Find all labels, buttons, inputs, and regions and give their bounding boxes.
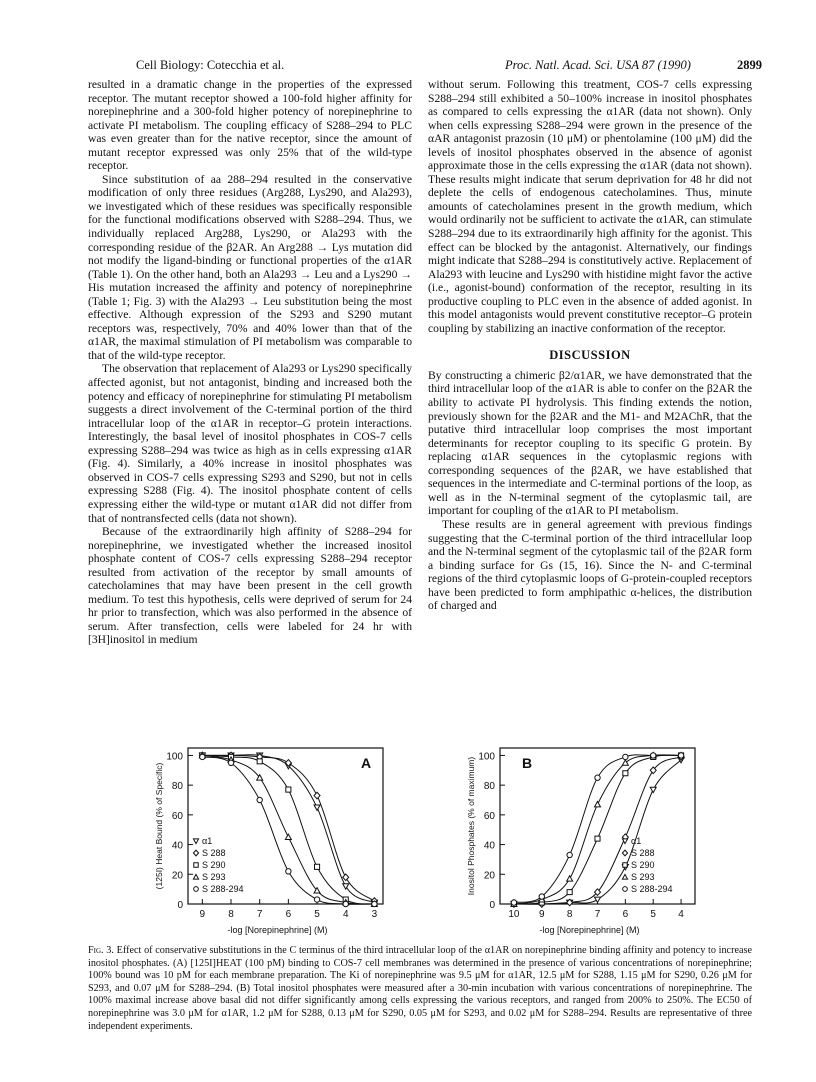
data-point [651,753,656,758]
y-tick-label: 0 [177,900,183,911]
y-tick-label: 20 [171,870,183,882]
y-tick-label: 100 [478,751,495,763]
legend-marker [623,863,627,867]
series-line [202,755,374,901]
left-column [88,78,412,647]
paragraph: Since substitution of aa 288–294 resulted in the conservative modification of only three residues (Arg288, Lys290, and Ala293), we investigated which of these residues was specifically responsible for the functional modifications observed with S288–294. Thus, we individually replaced Arg288, Lys290, or Ala293 with the corresponding residue of the β2AR. An Arg288 → Lys mutation did not modify the ligand-binding or functional properties of the α1AR (Table 1). On the other hand, both an Ala293 → Leu and a Lys290 → His mutation increased the affinity and potency of norepinephrine (Table 1; Fig. 3) with the Ala293 → Leu substitution being the most effective. Although expression of the S293 and S290 mutant receptors was, respectively, 70% and 40% lower than that of the α1AR, the maximal stimulation of PI metabolism was comparable to that of the wild-type receptor. [88,172,412,362]
paragraph: Because of the extraordinarily high affinity of S288–294 for norepinephrine, we investigated whether the increased inositol phosphate content of COS-7 cells expressing S288–294 receptor resulted from activation of the receptor by small amounts of catecholamines that may have been present in the cell growth medium. To test this hypothesis, cells were deprived of serum for 24 hr prior to transfection, which was also performed in the absence of serum. After transfection, cells were labeled for 24 hr with [3H]inositol in medium [88,525,412,647]
data-point [678,753,683,758]
legend-marker [193,874,198,879]
legend-marker [623,887,628,892]
x-tick-label: 8 [566,909,573,920]
data-point [623,754,628,759]
legend-marker [193,850,198,856]
data-point [286,787,291,792]
paragraph: resulted in a dramatic change in the properties of the expressed receptor. The mutant receptor showed a 100-fold higher affinity for norepinephrine and a 300-fold higher potency of norepinephrine to activate PI metabolism. The coupling efficacy of S288–294 to PLC was even greater than for the native receptor, since the amount of mutant receptor expressed was only 25% that of the wild-type receptor. [88,78,412,173]
x-tick-label: 9 [539,909,545,920]
legend-label: α1 [202,836,213,846]
data-point [200,754,205,759]
legend-label: S 290 [202,860,226,870]
paragraph: The observation that replacement of Ala293 or Lys290 specifically affected agonist, but not antagonist, binding and increased both the potency and efficacy of norepinephrine for stimulating PI metabolism suggests a direct involvement of the C-terminal portion of the third intracellular loop of the α1AR in receptor–G protein interactions. Interestingly, the basal level of inositol phosphates in COS-7 cells expressing S288–294 was twice as high as in cells expressing α1AR (Fig. 4). Similarly, a 40% increase in inositol phosphates was observed in COS-7 cells expressing S293 and S290, but not in cells expressing S288 (Fig. 4). The inositol phosphate content of cells expressing either the wild-type or mutant α1AR did not differ from that of nontransfected cells (data not shown). [88,362,412,525]
data-point [314,897,319,902]
series-line [514,760,681,904]
legend-label: S 288-294 [631,884,673,894]
y-tick-label: 80 [483,781,495,793]
legend-label: S 288 [631,848,655,858]
y-tick-label: 80 [171,781,183,793]
y-tick-label: 100 [166,751,183,763]
y-tick-label: 20 [483,870,495,882]
x-tick-label: 6 [285,909,292,920]
x-tick-label: 8 [228,909,234,920]
x-axis-label: -log [Norepinephrine] (M) [227,925,328,935]
data-point [343,901,348,906]
data-point [567,852,572,857]
data-point [650,787,656,792]
x-tick-label: 9 [199,909,206,920]
running-header-right: Proc. Natl. Acad. Sci. USA 87 (1990) [505,58,691,72]
y-tick-label: 60 [171,810,183,822]
data-point [314,805,320,810]
page-number: 2899 [737,58,762,72]
figure-caption [88,945,752,1033]
paragraph: By constructing a chimeric β2/α1AR, we have demonstrated that the third intracellular loop of the α1AR is able to confer on the β2AR the ability to activate PI hydrolysis. This finding extends the notion, previously shown for the β2AR and the M1- and M2AChR, that the putative third intracellular loop comprises the most important determinants for receptor coupling to its specific G protein. By replacing α1AR sequences in the cytoplasmic regions with corresponding sequences of the β2AR, we have established that sequences in the intermediate and C-terminal portions of the loop, as well as in the N-terminal segment of the cytoplasmic tail, are important for coupling of the α1AR to PI metabolism. [428,368,752,518]
y-tick-label: 40 [483,840,495,852]
x-tick-label: 6 [622,909,629,920]
legend-marker [622,850,627,856]
right-column [428,78,752,613]
legend-label: α1 [631,836,642,846]
data-point [286,869,291,874]
section-heading-discussion: DISCUSSION [549,348,631,363]
panel-label: A [361,755,372,771]
data-point [228,760,233,765]
data-point [539,894,544,899]
data-point [595,775,600,780]
legend-marker [194,887,199,892]
data-point [343,884,349,889]
x-tick-label: 4 [678,909,684,920]
legend-label: S 288 [202,848,226,858]
data-point [314,864,319,869]
figure-label: Fig. 3. [88,945,114,956]
data-point [314,792,320,799]
x-tick-label: 7 [256,909,263,920]
x-tick-label: 3 [371,909,378,920]
y-tick-label: 60 [483,810,495,822]
data-point [567,876,573,881]
y-tick-label: 0 [489,900,495,911]
data-point [623,771,628,776]
data-point [595,897,601,902]
data-point [595,836,600,841]
figure-3-panel-b [462,740,712,940]
data-point [343,874,349,881]
legend-label: S 293 [202,872,226,882]
panel-label: B [522,755,533,771]
legend-marker [194,863,198,867]
data-point [285,834,291,839]
data-point [595,801,601,806]
data-point [511,900,516,905]
data-point [257,759,262,764]
x-tick-label: 5 [314,909,320,920]
series-line [202,755,374,903]
legend-label: S 293 [631,872,655,882]
paragraph: These results are in general agreement with previous findings suggesting that the C-terminal portion of the third intracellular loop and the N-terminal segment of the cytoplasmic tail of the β2AR form a binding surface for Gs (15, 16). Since the N- and C-terminal regions of the third cytoplasmic loops of G-protein-coupled receptors have been predicted to form amphipathic α-helices, the distribution of charged and [428,517,752,613]
figure-caption-text: Effect of conservative substitutions in the C terminus of the third intracellular loop of the α1AR on norepinephrine binding affinity and potency to increase inositol phosphates. (A) [125I]HEAT (100 pM) binding to COS-7 cell membranes was determined in the presence of various concentrations of norepinephrine; 100% bound was 10 pM for each membrane preparation. The Ki of norepinephrine was 9.5 μM for α1AR, 12.5 μM for S288, 1.15 μM for S290, 0.26 μM for S293, and 0.07 μM for S288–294. (B) Total inositol phosphates were measured after a 30-min incubation with various concentrations of norepinephrine. The 100% maximal increase above basal did not differ significantly among cells expressing the various receptors, and ranged from 200% to 250%. The EC50 of norepinephrine was 3.0 μM for α1AR, 1.2 μM for S288, 0.13 μM for S290, 0.05 μM for S293, and 0.02 μM for S288–294. Results are representative of three independent experiments. [88,945,753,1032]
figure-3-panel-a [150,740,400,940]
y-axis-label: (125I) Heat Bound (% of Specific) [154,762,164,890]
running-header-left: Cell Biology: Cotecchia et al. [136,58,285,72]
data-point [372,901,377,906]
plot-frame [500,748,695,904]
x-tick-label: 5 [650,909,656,920]
x-tick-label: 10 [508,909,520,920]
x-tick-label: 4 [342,909,349,920]
legend-marker [622,874,627,879]
legend-label: S 288-294 [202,884,244,894]
x-axis-label: -log [Norepinephrine] (M) [539,925,640,935]
data-point [257,797,262,802]
data-point [567,890,572,895]
legend-label: S 290 [631,860,655,870]
legend-marker [193,839,198,844]
x-tick-label: 7 [594,909,601,920]
y-axis-label: Inositol Phosphates (% of maximum) [466,756,476,896]
paragraph: without serum. Following this treatment, COS-7 cells expressing S288–294 still exhibited a 50–100% increase in inositol phosphates as compared to cells expressing the α1AR (data not shown). Only when cells expressing S288–294 were grown in the presence of the αAR antagonist prazosin (10 μM) or phentolamine (100 μM) did the levels of inositol phosphates observed in the absence of agonist approximate those in the cells expressing the α1AR (data not shown). These results might indicate that serum deprivation for 48 hr did not deplete the cells of endogenous catecholamines. Thus, minute amounts of catecholamines present in the growth medium, which would ordinarily not be sufficient to activate the α1AR, can stimulate S288–294 due to its extraordinarily high affinity for the agonist. This effect can be blocked by the antagonist. Alternatively, our findings might indicate that S288–294 is constitutively active. Replacement of Ala293 with leucine and Lys290 with histidine might favor the active (i.e., agonist-bound) conformation of the receptor, resulting in its productive coupling to PLC even in the absence of added agonist. In this model antagonists would prevent constitutive receptor–G protein coupling by stabilizing an inactive conformation of the receptor. [428,78,752,335]
y-tick-label: 40 [171,840,183,852]
